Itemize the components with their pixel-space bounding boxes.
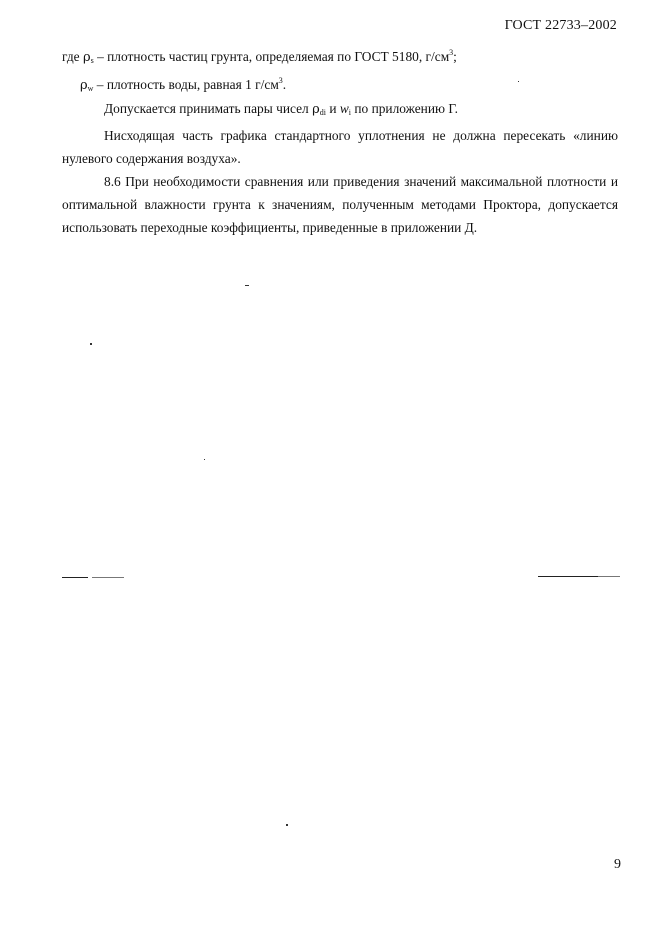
scan-dash bbox=[598, 576, 620, 577]
text-line-4: Нисходящая часть графика стандартного уплотнения не должна пересекать «линию bbox=[104, 128, 618, 143]
scan-dash bbox=[92, 577, 124, 578]
text-line-6: 8.6 При необходимости сравнения или приведения значений максимальной плотности и bbox=[104, 174, 618, 189]
scan-speck bbox=[518, 81, 519, 82]
scan-dash bbox=[62, 577, 88, 578]
text-line-1: где $\rho_s$ – плотность частиц грунта, определяемая по ГОСТ 5180, $г/см^3$; bbox=[62, 48, 457, 65]
text-line-7: оптимальной влажности грунта к значениям, полученным методами Проктора, допускается bbox=[62, 197, 618, 212]
rho-symbol: ρ bbox=[80, 78, 88, 93]
text-line-8: использовать переходные коэффициенты, приведенные в приложении Д. bbox=[62, 220, 478, 235]
scan-speck bbox=[245, 285, 249, 286]
scan-speck bbox=[286, 824, 288, 826]
scan-dash bbox=[538, 576, 598, 577]
text-line-3: Допускается принимать пары чисел $\rho_{di}$ и $w_i$ по приложению Г. bbox=[104, 101, 458, 117]
text-line-5: нулевого содержания воздуха». bbox=[62, 151, 241, 166]
document-header: ГОСТ 22733–2002 bbox=[504, 18, 617, 33]
scan-speck bbox=[204, 459, 205, 460]
rho-symbol: ρ bbox=[312, 102, 320, 117]
rho-symbol: ρ bbox=[82, 50, 91, 65]
scan-speck bbox=[90, 343, 92, 345]
text-line-2: $\rho_w$ – плотность воды, равная 1 $г/см^3$. bbox=[80, 76, 287, 93]
page-number: 9 bbox=[614, 857, 621, 872]
